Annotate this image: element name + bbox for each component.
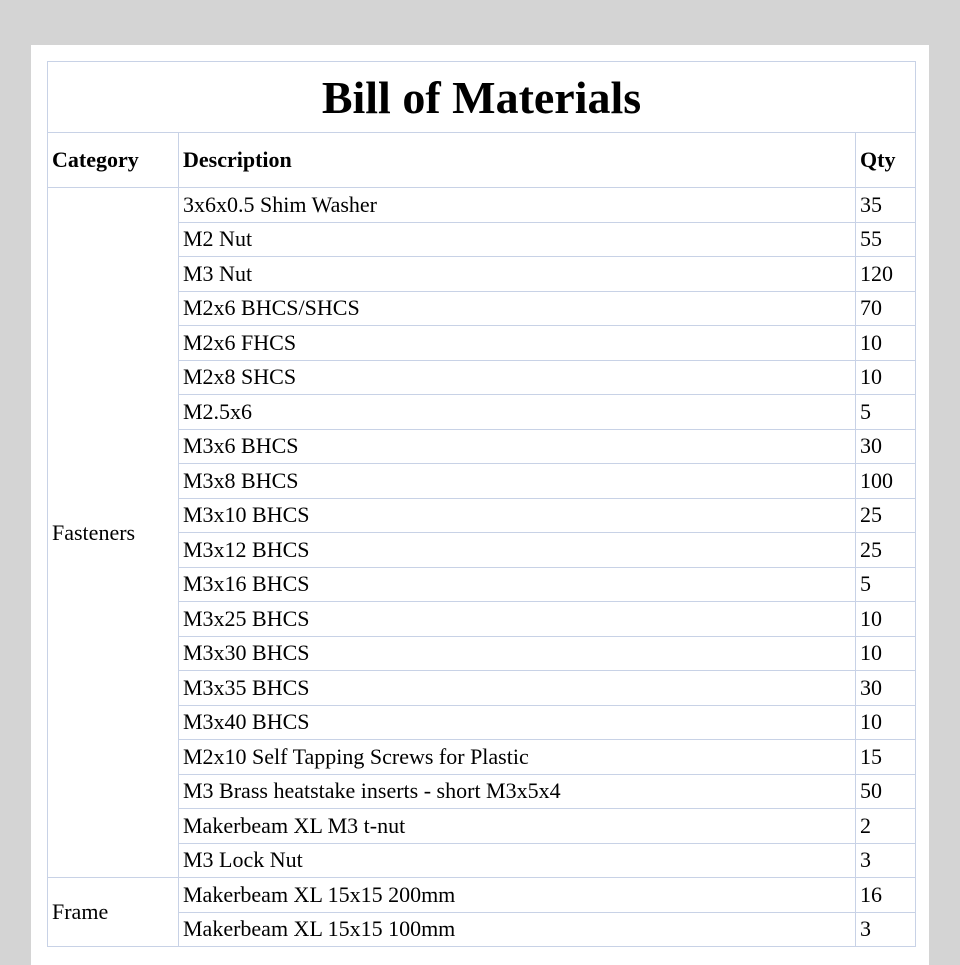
table-row bbox=[48, 740, 916, 775]
table-row bbox=[48, 395, 916, 430]
table-row bbox=[48, 464, 916, 499]
qty-cell: 3 bbox=[856, 843, 916, 878]
table-row bbox=[48, 326, 916, 361]
qty-cell: 55 bbox=[856, 222, 916, 257]
qty-column-header: Qty bbox=[856, 133, 916, 188]
qty-cell: 70 bbox=[856, 291, 916, 326]
description-cell: M3x25 BHCS bbox=[179, 602, 856, 637]
qty-cell: 10 bbox=[856, 705, 916, 740]
qty-cell: 50 bbox=[856, 774, 916, 809]
description-cell: M3x16 BHCS bbox=[179, 567, 856, 602]
table-row bbox=[48, 188, 916, 223]
description-column-header: Description bbox=[179, 133, 856, 188]
description-cell: M2 Nut bbox=[179, 222, 856, 257]
description-cell: M2x8 SHCS bbox=[179, 360, 856, 395]
description-cell: M2x10 Self Tapping Screws for Plastic bbox=[179, 740, 856, 775]
description-cell: M2x6 BHCS/SHCS bbox=[179, 291, 856, 326]
bom-table bbox=[47, 61, 916, 947]
category-cell: Frame bbox=[48, 878, 179, 947]
description-cell: M3x40 BHCS bbox=[179, 705, 856, 740]
description-cell: M2x6 FHCS bbox=[179, 326, 856, 361]
table-row bbox=[48, 912, 916, 947]
table-row bbox=[48, 291, 916, 326]
table-row bbox=[48, 222, 916, 257]
qty-cell: 10 bbox=[856, 636, 916, 671]
header-row bbox=[48, 133, 916, 188]
description-cell: M3x6 BHCS bbox=[179, 429, 856, 464]
description-cell: M3x8 BHCS bbox=[179, 464, 856, 499]
qty-cell: 10 bbox=[856, 326, 916, 361]
description-cell: M3x10 BHCS bbox=[179, 498, 856, 533]
table-row bbox=[48, 360, 916, 395]
description-cell: Makerbeam XL 15x15 100mm bbox=[179, 912, 856, 947]
description-cell: 3x6x0.5 Shim Washer bbox=[179, 188, 856, 223]
qty-cell: 10 bbox=[856, 602, 916, 637]
table-row bbox=[48, 636, 916, 671]
qty-cell: 5 bbox=[856, 567, 916, 602]
table-row bbox=[48, 705, 916, 740]
document-page bbox=[31, 45, 929, 965]
table-row bbox=[48, 257, 916, 292]
table-row bbox=[48, 843, 916, 878]
qty-cell: 35 bbox=[856, 188, 916, 223]
table-row bbox=[48, 809, 916, 844]
table-row bbox=[48, 671, 916, 706]
description-cell: M3 Lock Nut bbox=[179, 843, 856, 878]
qty-cell: 100 bbox=[856, 464, 916, 499]
description-cell: M3 Brass heatstake inserts - short M3x5x4 bbox=[179, 774, 856, 809]
description-cell: M3x30 BHCS bbox=[179, 636, 856, 671]
qty-cell: 15 bbox=[856, 740, 916, 775]
table-row bbox=[48, 533, 916, 568]
table-row bbox=[48, 774, 916, 809]
qty-cell: 30 bbox=[856, 671, 916, 706]
qty-cell: 3 bbox=[856, 912, 916, 947]
category-column-header: Category bbox=[48, 133, 179, 188]
table-row bbox=[48, 429, 916, 464]
description-cell: Makerbeam XL M3 t-nut bbox=[179, 809, 856, 844]
description-cell: Makerbeam XL 15x15 200mm bbox=[179, 878, 856, 913]
description-cell: M3x12 BHCS bbox=[179, 533, 856, 568]
category-cell: Fasteners bbox=[48, 188, 179, 878]
qty-cell: 2 bbox=[856, 809, 916, 844]
description-cell: M3 Nut bbox=[179, 257, 856, 292]
qty-cell: 30 bbox=[856, 429, 916, 464]
description-cell: M3x35 BHCS bbox=[179, 671, 856, 706]
table-row bbox=[48, 567, 916, 602]
qty-cell: 25 bbox=[856, 533, 916, 568]
qty-cell: 25 bbox=[856, 498, 916, 533]
qty-cell: 16 bbox=[856, 878, 916, 913]
page-title: Bill of Materials bbox=[48, 62, 916, 133]
bom-body bbox=[48, 188, 916, 947]
qty-cell: 120 bbox=[856, 257, 916, 292]
qty-cell: 10 bbox=[856, 360, 916, 395]
table-row bbox=[48, 878, 916, 913]
description-cell: M2.5x6 bbox=[179, 395, 856, 430]
table-row bbox=[48, 498, 916, 533]
table-row bbox=[48, 602, 916, 637]
qty-cell: 5 bbox=[856, 395, 916, 430]
